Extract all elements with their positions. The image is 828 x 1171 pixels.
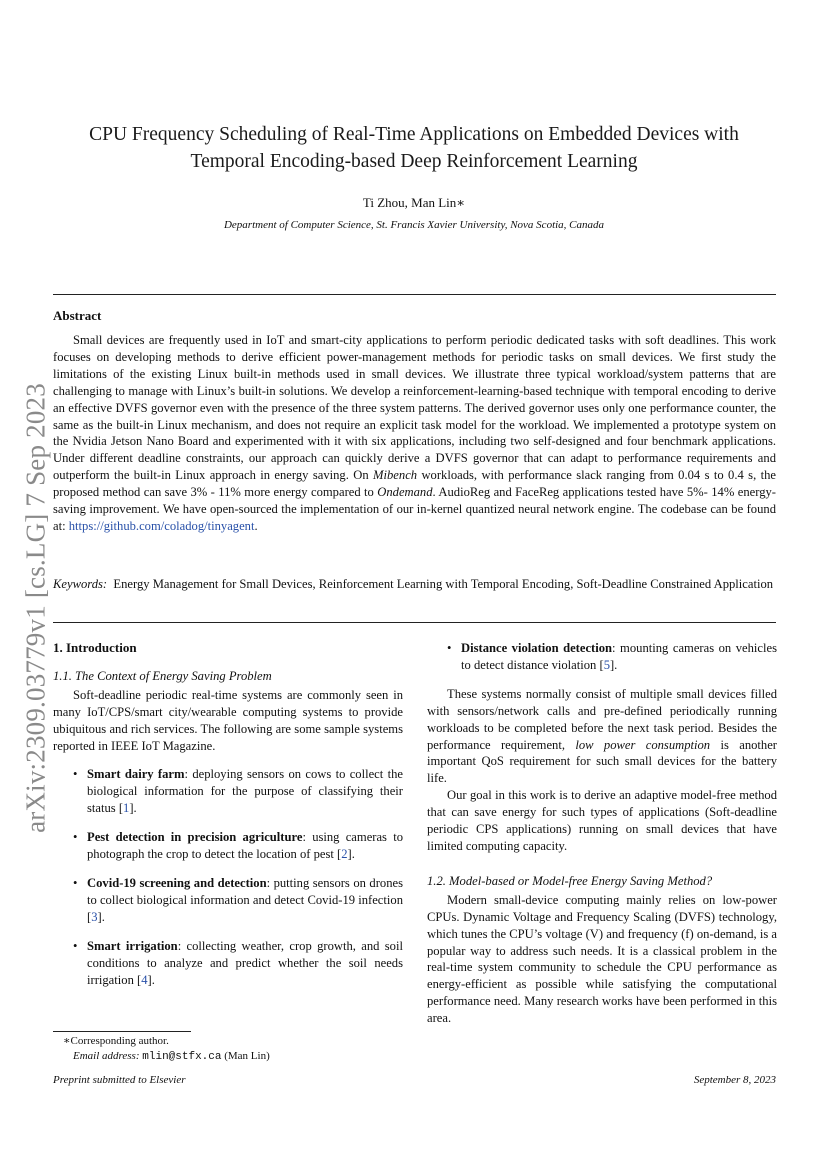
keywords-text: Energy Management for Small Devices, Reinforcement Learning with Temporal Encoding, Soft-Deadline Constrained Application xyxy=(113,577,774,591)
citation-link[interactable]: 2 xyxy=(341,847,348,862)
abstract-text-3: . AudioReg and FaceReg applications tested have 5%- 14% energy-saving improvement. We have open-sourced the implementation of our in-kernel quantized neural network engine. The codebase can be found at: xyxy=(53,485,776,533)
systems-paragraph xyxy=(427,686,777,787)
bullet-end: ]. xyxy=(129,801,137,816)
list-item xyxy=(427,640,777,674)
codebase-link[interactable]: https://github.com/coladog/tinyagent xyxy=(68,518,255,533)
affiliation: Department of Computer Science, St. Francis Xavier University, Nova Scotia, Canada xyxy=(223,219,605,231)
list-item xyxy=(53,875,403,926)
bullet-text: : using cameras to photograph the crop to detect the location of pest [ xyxy=(87,830,403,862)
bullet-end: ]. xyxy=(147,972,155,987)
left-column xyxy=(53,640,403,1000)
bullet-text: : putting sensors on drones to collect biological information and detect Covid-19 infection [ xyxy=(87,875,403,924)
intro-paragraph: Soft-deadline periodic real-time systems are commonly seen in many IoT/CPS/smart city/wearable computing systems to provide ubiquitous and rich services. The following are some sample systems reported in IEEE IoT Magazine. xyxy=(53,687,403,753)
abstract-mibench: Mibench xyxy=(373,468,418,483)
sample-systems-list xyxy=(53,766,403,988)
citation-link[interactable]: 1 xyxy=(123,801,130,816)
citation-link[interactable]: 3 xyxy=(91,909,98,924)
right-column xyxy=(427,640,777,1027)
footnote-email-line xyxy=(53,1049,270,1065)
bullet-end: ]. xyxy=(347,847,355,862)
bullet-end: ]. xyxy=(609,657,618,672)
bullet-term: Covid-19 screening and detection xyxy=(87,875,267,890)
citation-link[interactable]: 4 xyxy=(141,972,148,987)
abstract-ondemand: Ondemand xyxy=(377,485,433,500)
bullet-icon: • xyxy=(73,938,78,953)
bullet-icon: • xyxy=(447,641,452,655)
abstract-text-2: workloads, with performance slack ranging from 0.04 s to 0.4 s, the proposed method can save 3% - 11% more energy compared to xyxy=(53,468,776,500)
list-item xyxy=(53,829,403,863)
footnote-rule xyxy=(53,1031,191,1032)
title-line-1: CPU Frequency Scheduling of Real-Time Applications on Embedded Devices with xyxy=(89,124,739,145)
citation-link[interactable]: 5 xyxy=(603,657,610,672)
goal-paragraph: Our goal in this work is to derive an adaptive model-free method that can save energy for such types of applications (Soft-deadline periodic CPS applications) running on small devices that have limited computing capacity. xyxy=(427,788,777,853)
bullet-icon: • xyxy=(73,875,78,890)
bullet-icon: • xyxy=(73,830,78,845)
para-emphasis: low power consumption xyxy=(575,737,711,752)
footnote-corresponding: ∗Corresponding author. xyxy=(63,1035,169,1047)
email-name: (Man Lin) xyxy=(224,1050,270,1062)
para-text: is another important QoS requirement for such small devices for the battery life. xyxy=(427,737,777,786)
paper-title xyxy=(40,121,788,175)
email-address[interactable]: mlin@stfx.ca xyxy=(142,1051,222,1063)
abstract-heading: Abstract xyxy=(53,308,102,323)
bullet-text: : collecting weather, crop growth, and soil conditions to analyze and predict whether the soil needs irrigation [ xyxy=(87,938,403,987)
subsection-heading-1-1: 1.1. The Context of Energy Saving Problem xyxy=(53,668,272,683)
bullet-icon: • xyxy=(73,767,78,782)
top-rule xyxy=(53,294,776,295)
bullet-text: : mounting cameras on vehicles to detect distance violation [ xyxy=(461,641,777,672)
subsection-heading-1-2: 1.2. Model-based or Model-free Energy Saving Method? xyxy=(427,873,713,888)
keywords xyxy=(53,576,776,593)
title-line-2: Temporal Encoding-based Deep Reinforcement Learning xyxy=(190,151,638,172)
bullet-term: Smart dairy farm xyxy=(87,767,185,782)
abstract-body xyxy=(53,332,776,535)
arxiv-id: arXiv:2309.03779v1 [cs.LG] 7 Sep 2023 xyxy=(20,383,51,833)
para-text: These systems normally consist of multiple small devices filled with sensors/network calls and pre-defined periodically running workloads to be completed before the next task period. Besides the performance requirement, xyxy=(427,686,777,752)
bullet-end: ]. xyxy=(97,909,105,924)
dvfs-paragraph: Modern small-device computing mainly relies on low-power CPUs. Dynamic Voltage and Frequency Scaling (DVFS) technology, which tunes the CPU’s voltage (V) and frequency (f) on-demand, is a popular way to address such needs. It is a classical problem in the real-time system community to schedule the CPU performance as energy-efficient as possible while satisfying the computational performance need. Many research works have been performed in this area. xyxy=(427,892,777,1026)
authors: Ti Zhou, Man Lin∗ xyxy=(362,195,466,210)
abstract-text-4: . xyxy=(254,518,258,533)
abstract-end-rule xyxy=(53,622,776,623)
keywords-label: Keywords: xyxy=(53,577,108,591)
bullet-term: Smart irrigation xyxy=(87,938,178,953)
footer-date: September 8, 2023 xyxy=(693,1074,776,1086)
abstract-text-1: Small devices are frequently used in IoT and smart-city applications to perform periodic dedicated tasks with soft deadlines. This work focuses on developing methods to derive efficient power-management methods for periodic tasks on small devices. We first study the limitations of the existing Linux built-in methods used in small devices. We illustrate three typical workload/system patterns that are challenging to manage with Linux’s built-in solutions. We develop a reinforcement-learning-based technique with temporal encoding to derive an effective DVFS governor even with the presence of the three system patterns. The derived governor uses only one performance counter, the same as the built-in Linux mechanism, and does not require an explicit task model for the workload. We implemented a prototype system on the Nvidia Jetson Nano Board and experimented with it with six applications, including two self-designed and four benchmark applications. Under different deadline constraints, our approach can quickly derive a DVFS governor that can adapt to performance requirements and outperform the built-in Linux approach in energy saving. On xyxy=(53,333,776,483)
bullet-term: Pest detection in precision agriculture xyxy=(87,830,303,845)
email-label: Email address: xyxy=(73,1050,140,1062)
footnote xyxy=(53,1034,270,1065)
sample-systems-list-continued xyxy=(427,640,777,674)
bullet-term: Distance violation detection xyxy=(461,641,613,655)
section-heading-introduction: 1. Introduction xyxy=(53,640,137,655)
list-item xyxy=(53,938,403,989)
bullet-text: : deploying sensors on cows to collect the biological information for the purpose of classifying their status [ xyxy=(87,767,403,816)
list-item xyxy=(53,766,403,817)
footer-preprint: Preprint submitted to Elsevier xyxy=(53,1074,186,1086)
